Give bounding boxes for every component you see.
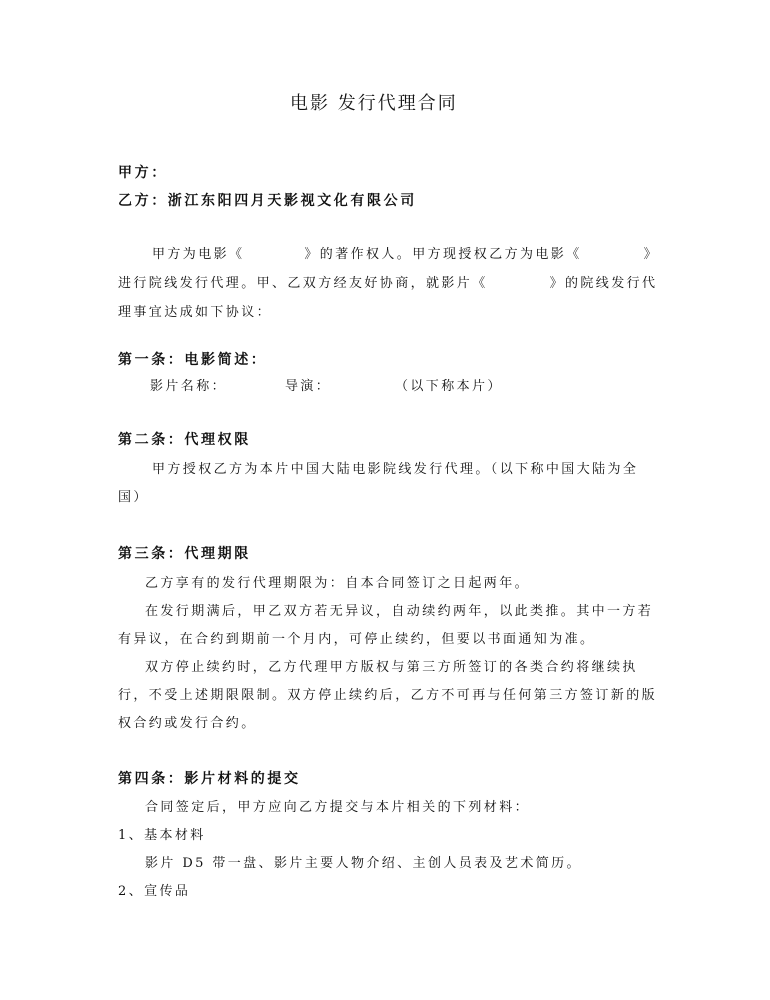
intro-line-2: [118, 277, 657, 290]
article-4-heading: 第四条：影片材料的提交: [118, 771, 301, 787]
contract-title: 电影 发行代理合同: [290, 93, 458, 114]
party-b-line: 乙方：浙江东阳四月天影视文化有限公司: [118, 193, 417, 209]
article-2-heading: 第二条：代理权限: [118, 432, 251, 448]
article-3-text: 乙方享有的发行代理期限为：自本合同签订之日起两年。: [145, 576, 531, 591]
director-label: 导演：: [285, 379, 332, 394]
list-item-2: 2、宣传品: [118, 884, 191, 899]
article-1-heading: 第一条：电影简述：: [118, 352, 268, 368]
intro-text: 》: [643, 247, 660, 262]
article-3-text: 在发行期满后，甲乙双方若无异议，自动续约两年，以此类推。其中一方若: [145, 604, 654, 619]
article-3-text: 有异议，在合约到期前一个月内，可停止续约，但要以书面通知为准。: [118, 632, 596, 647]
intro-line-1: [152, 248, 659, 261]
intro-text: 》的院线发行代: [549, 276, 658, 291]
list-item-1: 1、基本材料: [118, 828, 206, 843]
article-4-text: 合同签定后，甲方应向乙方提交与本片相关的下列材料：: [145, 800, 531, 815]
intro-text: 》的著作权人。甲方现授权乙方为电影《: [304, 247, 582, 262]
article-3-text: 双方停止续约时，乙方代理甲方版权与第三方所签订的各类合约将继续执: [145, 660, 638, 675]
article-3-text: 行，不受上述期限限制。双方停止续约后，乙方不可再与任何第三方签订新的版: [118, 688, 658, 703]
article-2-text: 国）: [118, 490, 149, 505]
article-2-text: 甲方授权乙方为本片中国大陆电影院线发行代理。（以下称中国大陆为全: [152, 462, 639, 477]
party-a-line: 甲方：: [118, 165, 168, 181]
article-3-heading: 第三条：代理期限: [118, 546, 251, 562]
film-name-label: 影片名称：: [150, 379, 228, 394]
list-item-1-desc: 影片 D5 带一盘、影片主要人物介绍、主创人员表及艺术简历。: [145, 856, 582, 871]
article-3-text: 权合约或发行合约。: [118, 716, 257, 731]
intro-text: 进行院线发行代理。甲、乙双方经友好协商，就影片《: [118, 276, 488, 291]
intro-text: 甲方为电影《: [152, 247, 245, 262]
intro-line-3: 理事宜达成如下协议：: [118, 305, 273, 320]
hereinafter-note: （以下称本片）: [395, 379, 503, 394]
